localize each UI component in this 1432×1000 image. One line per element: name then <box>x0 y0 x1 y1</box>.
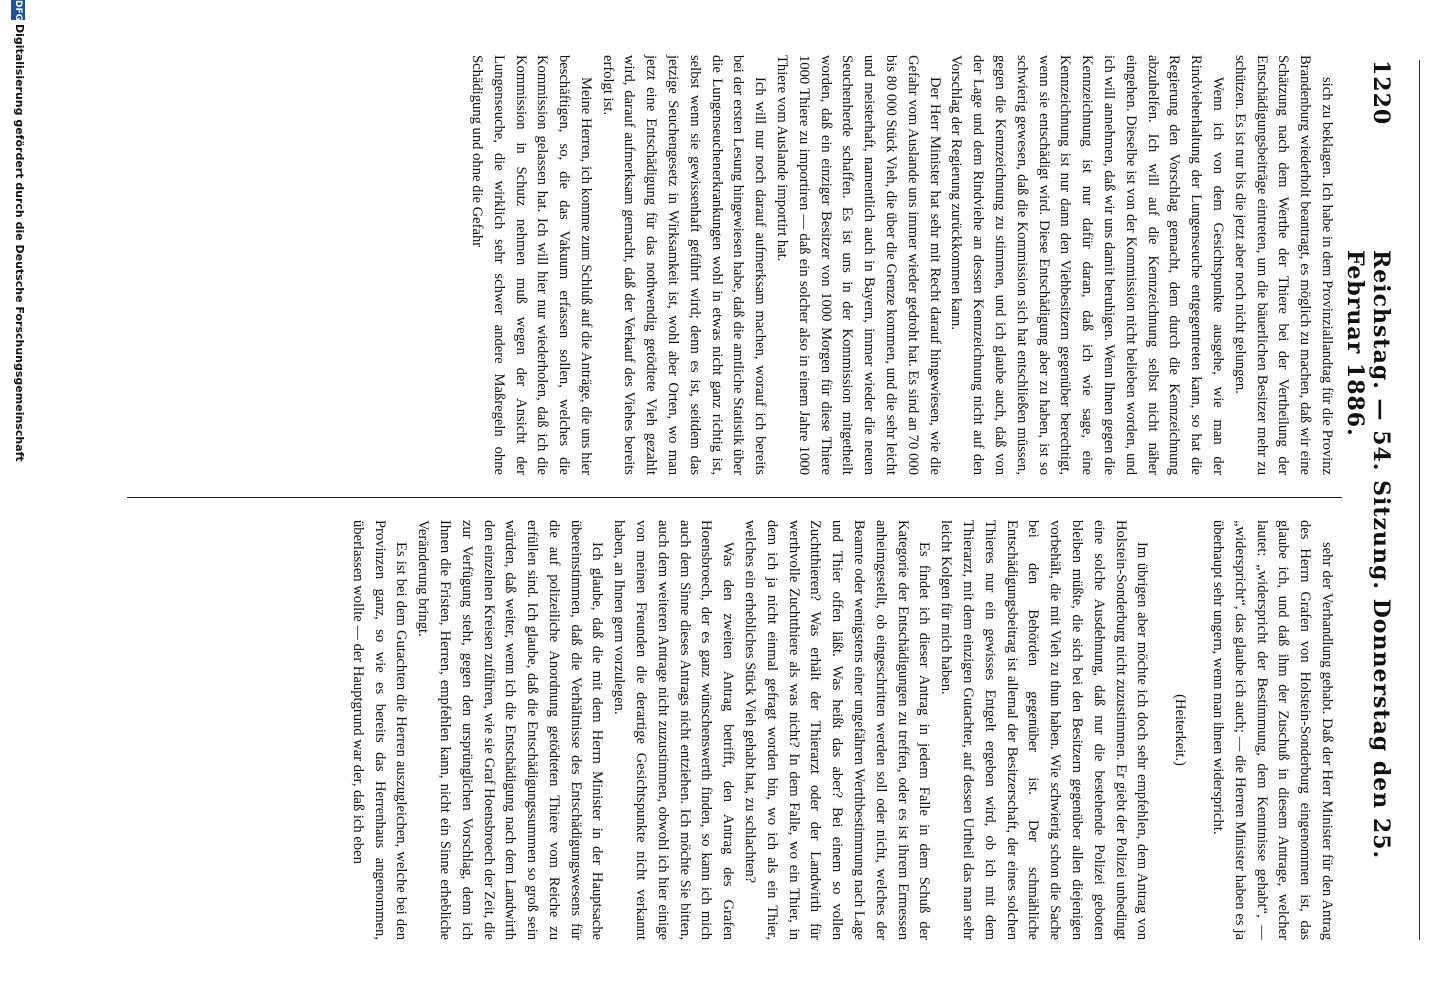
paragraph: Wenn ich von dem Gesichtspunkte ausgehe, wie man der Rindvieherhaltung der Lungenseuche entgegentreten kann, so hat die Regierung den Vorschlag gemacht, dem durch die Kennzeichnung abzuhelfen. Ich will auf die Kennzeichnung selbst nicht näher eingehen. Dieselbe ist von der Kommission nicht belieben worden, und ich will annehmen, daß wir uns damit beruhigen. Wenn Ihnen gegen die Kennzeichnung ist nur dafür daran, daß ich wie sage, eine Kennzeichnung ist nur dann den Viehbesitzern gegenüber berechtigt, wenn sie entschädigt wird. Diese Entschädigung aber zu haben, ist so schwierig gewesen, daß die Kommission sich hat entschließen müssen, gegen die Kennzeichnung zu stimmen, und ich glaube auch, daß von der Lage und dem Rindviehe an dessen Kennzeichnung nicht auf den Vorschlag der Regierung zurückkommen kann. <box>948 55 1227 475</box>
page-header <box>1342 60 1394 940</box>
paragraph: Es findet ich dieser Antrag in jedem Falle in dem Schuß der Kategorie der Entschädigungen zu treffen, oder es ist ihrem Ermessen anheimgestellt, ob eingeschritten werden soll oder nicht, welches der Beamte oder wenigstens einer ungefähren Werthbestimmung nach Lage und Thier offen läßt. Was heißt das aber? Bei einem so vollen Zuchtthieren? Was erhält der Thierarzt oder der Landwirth für werthvolle Zuchtthiere als was nicht? In dem Falle, wo ein Thier, in dem ich ja nicht einmal gefragt worden bin, wo ich als ein Thier, welches ein erhebliches Stück Vieh gehabt hat, zu schlachten? <box>742 520 933 940</box>
dfg-logo-icon: DFG <box>13 0 23 22</box>
paragraph: Was den zweiten Antrag betrifft, den Antrag des Grafen Hoensbroech, der es ganz wünschenswerth finden, so kann ich mich auch dem Sinne dieses Antrags nicht entziehen. Ich möchte Sie bitten, auch dem weiteren Antrage nicht zuzustimmen, obwohl ich hier einige von meinen Freunden die derartige Gesichtspunkte nicht verkannt haben, an Ihnen gern vorzulegen. <box>611 520 737 940</box>
page-title: Reichstag. — 54. Sitzung. Donnerstag den 25. Februar 1886. <box>1342 250 1394 860</box>
page-number: 1220 <box>1368 60 1394 126</box>
footer-credit: Digitalisierung gefördert durch die Deutsche Forschungsgemeinschaft <box>13 24 26 462</box>
paragraph: Ich glaube, daß die mit dem Herrn Minister in der Hauptsache übereinstimmen, daß die Verhältnisse des Entschädigungswesens für die auf polizeiliche Anordnung getödteten Thiere vom Reiche zu erfüllen sind. Ich glaube, daß die Entschädigungssummen so groß sein würden, daß weiter, wenn ich die Entschädigung nach dem Landwirth den einzelnen Kreisen zuführen, wie sie Graf Hoensbroech der Zeit, die zur Verfügung steht, gegen den ursprünglichen Vorschlag, denn ich Ihnen die Fristen, Herren, empfehlen kann, nicht ein Sinne erhebliche Veränderung bringt. <box>415 520 606 940</box>
paragraph: Es ist bei dem Gutachten die Herren auszugleichen, welche bei den Provinzen ganz, so wie es bereits das Herrenhaus angenommen, überlassen wollte — der Hauptgrund war der, daß ich eben <box>349 520 410 940</box>
interjection: (Heiterkeit.) <box>1172 694 1189 766</box>
header-rule <box>1419 60 1420 940</box>
paragraph: Im übrigen aber möchte ich doch sehr empfehlen, dem Antrag von Holstein-Sonderburg nicht zuzustimmen. Er giebt der Polizei unbedingt eine solche Ausdehnung, daß nur die bestehende Polizei geboten bleiben müßte, die sich bei den Besitzern gegenüber allen diejenigen vorbehält, die mit Vieh zu thun haben. Wie schwierig schon die Sache bei den Behörden gegenüber ist. Der schmähliche Entschädigungsbeitrag ist allemal der Besitzerschaft, der eines solchen Thieres nur ein gewisses Entgelt ergeben wird, ob ich mit dem Thierarzt, mit dem einzigen Gutachter, auf dessen Urtheil das man sehr leicht Kolgen für mich haben. <box>938 520 1151 940</box>
paragraph: Ich will nur noch darauf aufmerksam machen, worauf ich bereits bei der ersten Lesung hingewiesen habe, daß die amtliche Statistik über die Lungenseuchenerkrankungen wohl in etwas nicht ganz richtig ist, selbst wenn sie gewissenhaft geführt wird; denn es ist, seitdem das jetzige Seuchengesetz in Wirksamkeit ist, wohl aber Orten, wo man jetzt eine Entschädigung für das nothwendig getödtete Vieh gezahlt wird, darauf aufmerksam gemacht, daß der Verkauf des Viehes bereits erfolgt ist. <box>599 55 769 475</box>
digitization-footer <box>3 0 27 1000</box>
right-column <box>137 520 1337 940</box>
column-divider <box>127 497 1342 498</box>
left-column <box>137 55 1337 475</box>
paragraph: Der Herr Minister hat sehr mit Recht darauf hingewiesen, wie die Gefahr vom Auslande uns immer wieder gedroht hat. Es sind an 70 000 bis 80 000 Stück Vieh, die über die Grenze kommen, und die sehr leicht und meisterhaft, namentlich auch in Bayern, immer wieder die neuen Seuchenherde schaffen. Es ist uns in der Kommission mitgetheilt worden, daß ein einziger Besitzer von 1000 Morgen für diese Thiere 1000 Thiere zu importiren — daß ein solcher also in einem Jahre 1000 Thiere vom Auslande importirt hat. <box>774 55 943 475</box>
paragraph: Meine Herren, ich komme zum Schluß auf die Anträge, die uns hier beschäftigen, so, die das Vakuum erfassen sollen, welches die Kommission gelassen hat. Ich will hier nur wiederholen, daß ich die Kommission in Schutz nehmen muß wegen der Ansicht der Lungenseuche, die wirklich sehr schwer andere Maßregeln ohne Schädigung und ohne die Gefahr <box>468 55 594 475</box>
paragraph: sehr der Verhandlung gehabt. Daß der Herr Minister für den Antrag des Herrn Grafen von Holstein-Sonderburg eingenommen ist, das glaube ich, und daß ihm der Zuschuß in diesem Antrage, welcher lautet: „widerspricht der Bestimmung, dem Kenntnisse gehabt“, — „widerspricht“, das glaube ich auch; — die Herren Minister haben es ja überhaupt sehr ungern, wenn man ihnen widerspricht. <box>1210 520 1335 940</box>
paragraph: sich zu beklagen. Ich habe in dem Provinziallandtag für die Provinz Brandenburg wiederholt beantragt, es möglich zu machen, daß wir eine Schätzung nach dem Werthe der Thiere bei der Vertheilung der Entschädigungsbeiträge eintreten, um die bäuerlichen Besitzer mehr zu schützen. Es ist nur bis die jetzt aber noch nicht gelungen. <box>1231 55 1335 475</box>
